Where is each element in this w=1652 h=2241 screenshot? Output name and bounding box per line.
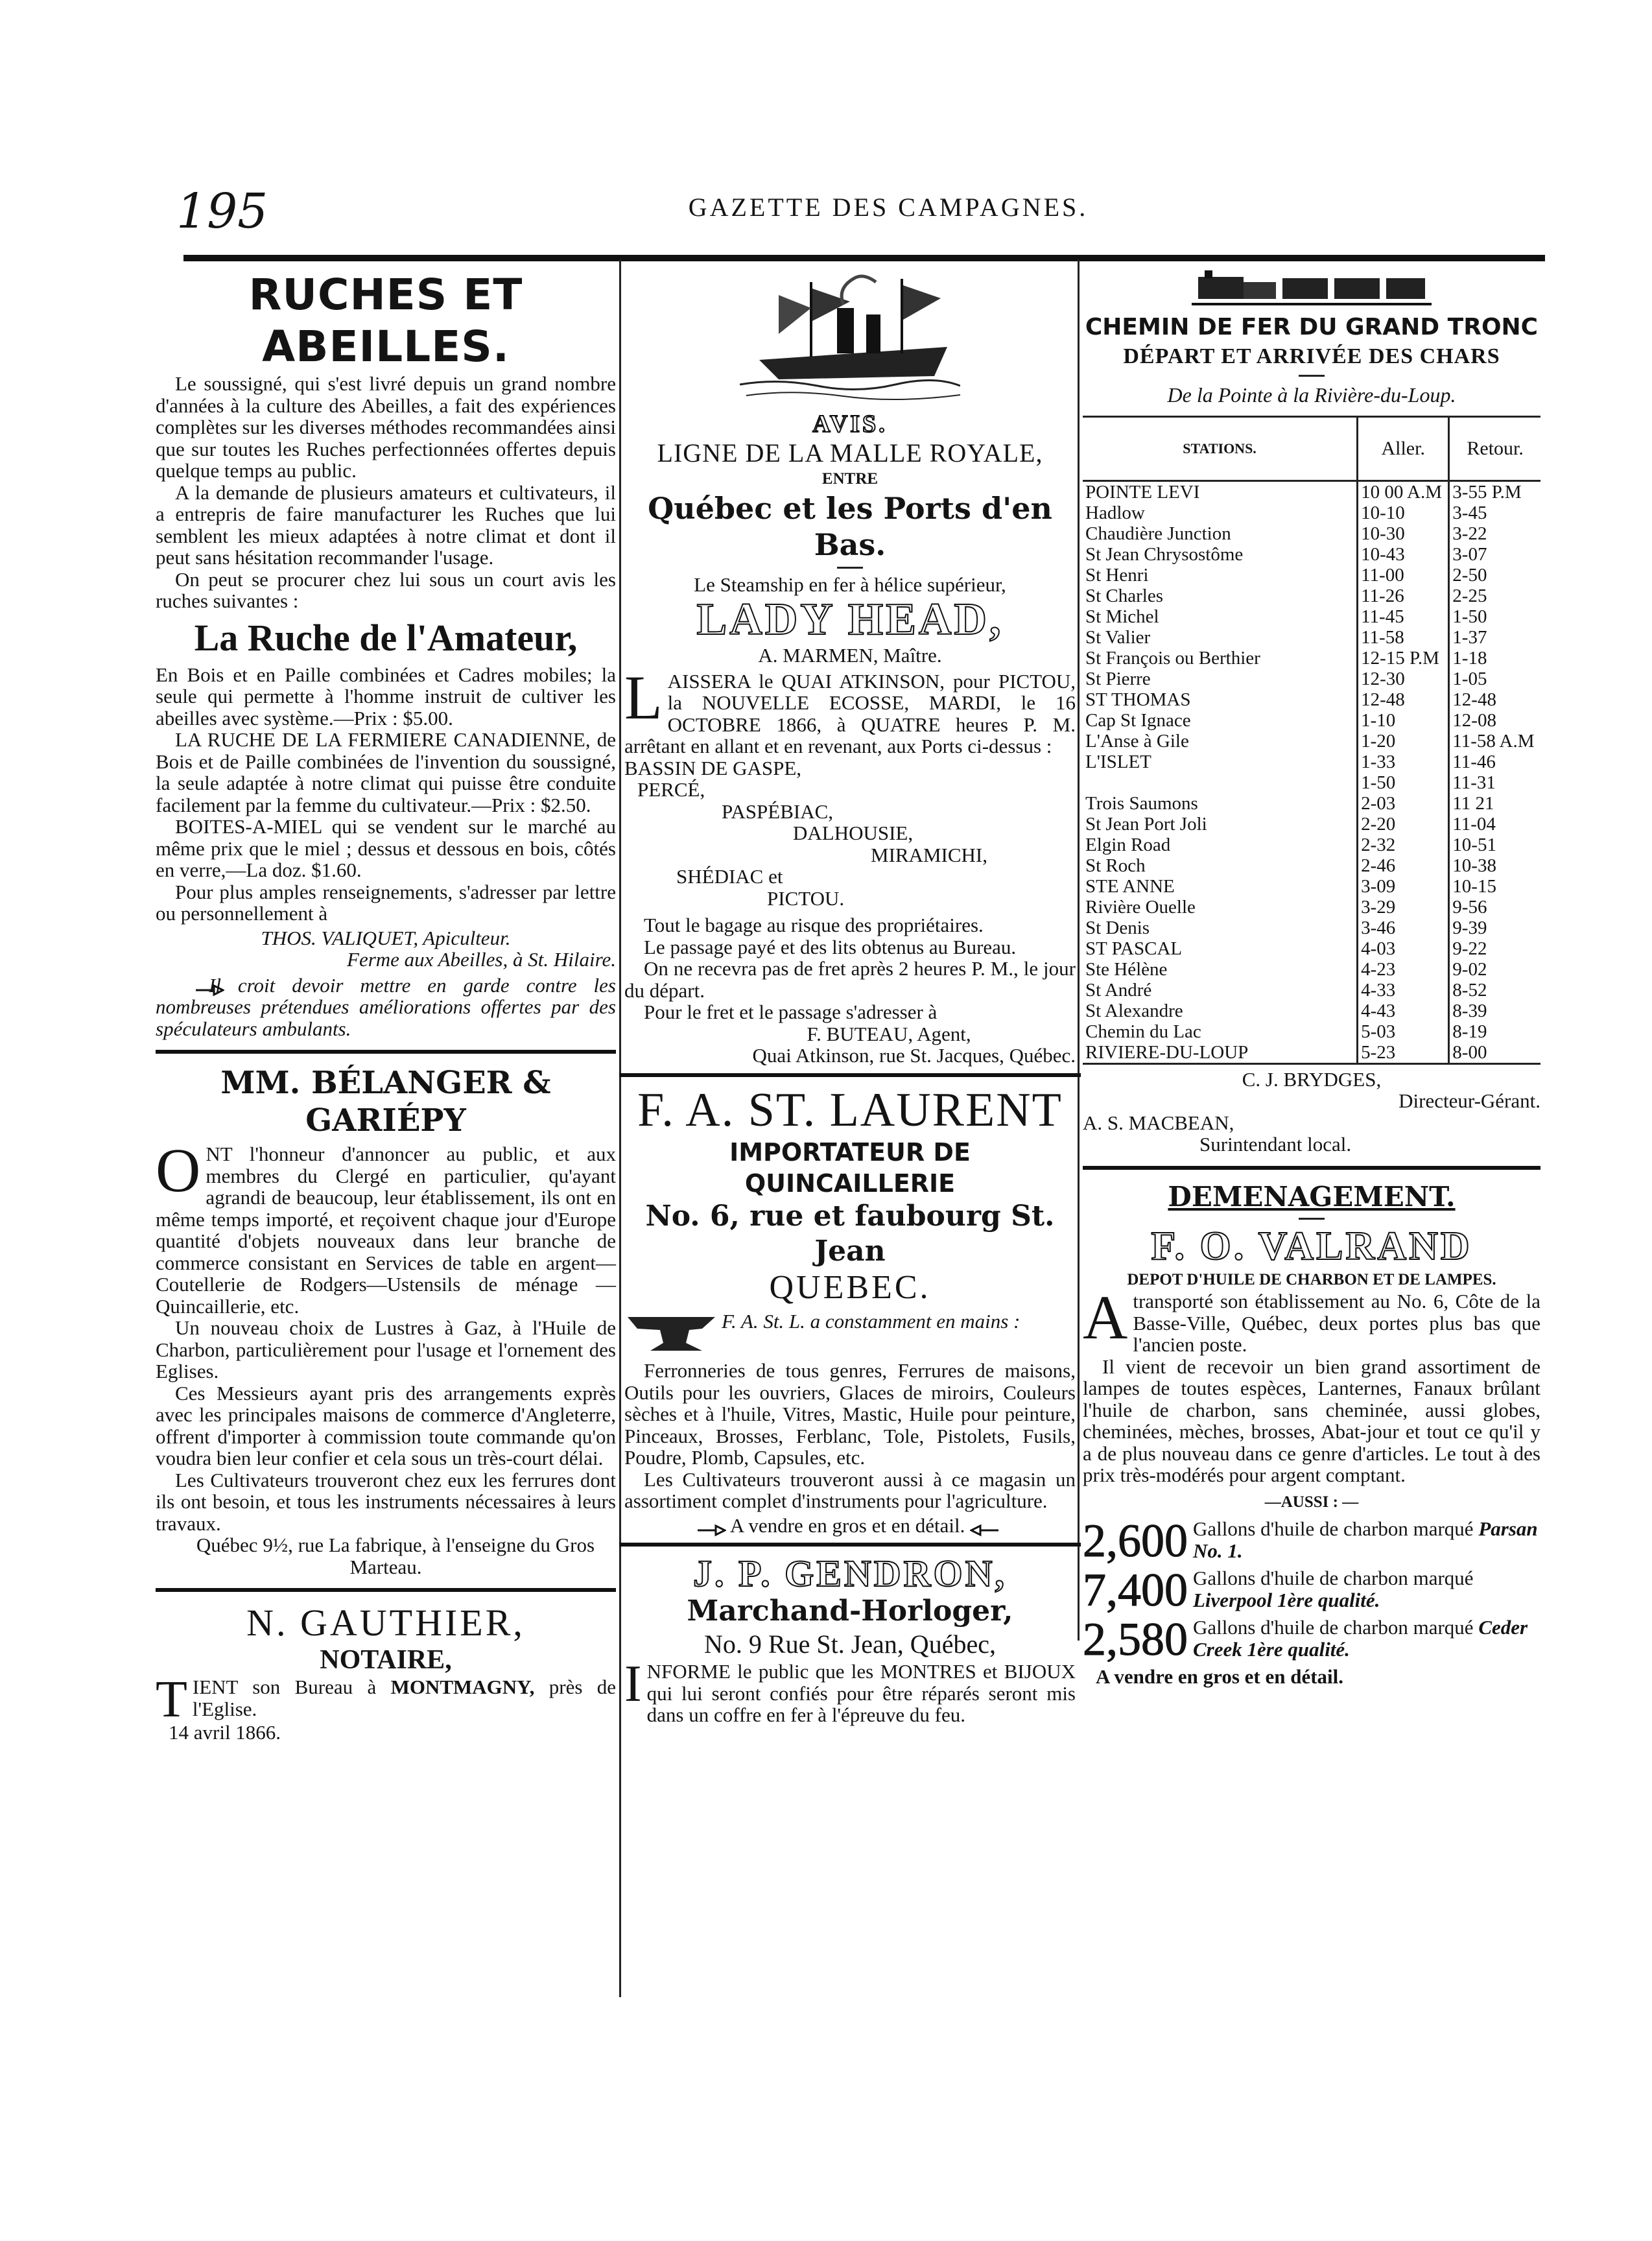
ad-signature: F. BUTEAU, Agent, xyxy=(807,1022,971,1045)
ad-paragraph: Le Steamship en fer à hélice supérieur, xyxy=(694,573,1006,596)
station-name: ST THOMAS xyxy=(1085,689,1191,710)
station-name: St Pierre xyxy=(1085,668,1151,689)
timetable-row xyxy=(1083,503,1540,523)
timetable-row xyxy=(1083,1001,1540,1021)
steamship-icon xyxy=(624,269,1076,410)
ad-signature: A. S. MACBEAN, xyxy=(1083,1111,1234,1134)
ad-title: N. GAUTHIER, xyxy=(246,1602,525,1644)
station-name: Trois Saumons xyxy=(1085,792,1198,814)
retour-time: 1-05 xyxy=(1449,669,1540,689)
divider xyxy=(619,1543,1081,1547)
aller-time: 1-10 xyxy=(1358,710,1449,731)
ad-address: No. 9 Rue St. Jean, Québec, xyxy=(704,1630,996,1659)
ad-paragraph: Pour le fret et le passage s'adresser à xyxy=(644,1001,938,1023)
station-name: L'ISLET xyxy=(1085,751,1151,772)
page-title: GAZETTE DES CAMPAGNES. xyxy=(688,193,1089,222)
aller-time: 11-58 xyxy=(1358,627,1449,648)
ad-signature: Ferme aux Abeilles, à St. Hilaire. xyxy=(347,948,616,971)
route: De la Pointe à la Rivière-du-Loup. xyxy=(1167,383,1456,407)
divider xyxy=(156,1050,616,1054)
quantity: 2,600 xyxy=(1083,1518,1188,1563)
ad-paragraph: transporté son établissement au No. 6, Côte de la Basse-Ville, Québec, deux portes plus bas que l'ancien poste. xyxy=(1133,1290,1540,1356)
ad-paragraph: Le passage payé et des lits obtenus au Bureau. xyxy=(644,935,1017,958)
ad-signature: Directeur-Gérant. xyxy=(1398,1089,1540,1112)
station-name: St Alexandre xyxy=(1085,1000,1183,1021)
aller-time: 12-48 xyxy=(1358,689,1449,710)
gendron-ad xyxy=(624,1553,1076,1726)
retour-time: 11-31 xyxy=(1449,772,1540,793)
ad-paragraph: LA RUCHE DE LA FERMIERE CANADIENNE, de Bois et de Paille combinées de l'invention du soussigné, la seule adaptée à notre climat qui puisse être conduite facilement par la femme du cultivateur.—Prix : $2.50. xyxy=(156,728,616,816)
ad-line: Québec et les Ports d'en Bas. xyxy=(648,490,1052,562)
ad-paragraph: Ferronneries de tous genres, Ferrures de maisons, Outils pour les ouvriers, Glaces de miroirs, Couleurs sèches et à l'huile, Vitres, Mastic, Huile pour peinture, Pinceaux, Brosses, Ferblanc, Tole, Pistolets, Fusils, Poudre, Plomb, Capsules, etc. xyxy=(624,1359,1076,1469)
page-number: 195 xyxy=(176,184,268,239)
col-aller: Aller. xyxy=(1358,416,1449,480)
ad-signature: THOS. VALIQUET, Apiculteur. xyxy=(261,926,511,949)
aller-time: 10-10 xyxy=(1358,503,1449,523)
timetable-row xyxy=(1083,938,1540,959)
timetable-row xyxy=(1083,689,1540,710)
retour-time: 2-25 xyxy=(1449,586,1540,606)
divider xyxy=(619,1073,1081,1077)
aller-time: 4-43 xyxy=(1358,1001,1449,1021)
retour-time: 3-55 P.M xyxy=(1449,480,1540,503)
ad-title: J. P. GENDRON, xyxy=(692,1552,1008,1595)
station-name: Cap St Ignace xyxy=(1085,709,1191,731)
aller-time: 10-30 xyxy=(1358,523,1449,544)
port: DALHOUSIE, xyxy=(793,822,914,844)
retour-time: 10-38 xyxy=(1449,855,1540,876)
timetable-row xyxy=(1083,648,1540,669)
timetable xyxy=(1083,416,1540,1063)
aller-time: 10-43 xyxy=(1358,544,1449,565)
timetable-row xyxy=(1083,480,1540,503)
retour-time: 11-58 A.M xyxy=(1449,731,1540,752)
col-retour: Retour. xyxy=(1449,416,1540,480)
pointing-hand-icon xyxy=(970,1520,1000,1534)
avis-ad xyxy=(624,269,1076,1067)
oil-text: Gallons d'huile de charbon marqué xyxy=(1193,1617,1479,1639)
oil-text: Gallons d'huile de charbon marqué xyxy=(1193,1518,1479,1540)
dash xyxy=(837,567,863,569)
retour-time: 9-22 xyxy=(1449,938,1540,959)
timetable-row xyxy=(1083,835,1540,855)
port: PASPÉBIAC, xyxy=(722,800,834,823)
train-icon xyxy=(1083,269,1540,313)
station-name: Hadlow xyxy=(1085,502,1145,523)
divider xyxy=(1083,1166,1540,1170)
retour-time: 10-15 xyxy=(1449,876,1540,897)
column-3 xyxy=(1083,269,1540,1688)
ad-paragraph: Il vient de recevoir un bien grand assortiment de lampes de toutes espèces, Lanternes, Fanaux brûlant l'huile de charbon, sans cheminée, aussi globes, cheminées, mèches, brosses, Abat-jour et tout ce qu'il y a de plus nouveau dans ce genre d'articles. Le tout à des prix très-modérés pour argent comptant. xyxy=(1083,1355,1540,1486)
aller-time: 2-32 xyxy=(1358,835,1449,855)
ad-paragraph: Tout le bagage au risque des propriétaires. xyxy=(644,914,984,936)
timetable-row xyxy=(1083,772,1540,793)
retour-time: 1-50 xyxy=(1449,606,1540,627)
station-name: Elgin Road xyxy=(1085,834,1171,855)
ad-paragraph: F. A. St. L. a constamment en mains : xyxy=(722,1309,1021,1333)
retour-time: 1-37 xyxy=(1449,627,1540,648)
port: SHÉDIAC et xyxy=(676,865,783,888)
drop-cap: L xyxy=(624,662,663,732)
ad-paragraph: Le soussigné, qui s'est livré depuis un grand nombre d'années à la culture des Abeilles, a fait des expériences complètes sur les diverses méthodes recommandées ainsi que sur toutes les Ruches perfectionnées offertes depuis quelque temps au public. xyxy=(156,372,616,482)
retour-time: 8-00 xyxy=(1449,1042,1540,1063)
ad-subtitle: DÉPART ET ARRIVÉE DES CHARS xyxy=(1123,344,1500,368)
retour-time: 3-07 xyxy=(1449,544,1540,565)
retour-time: 11 21 xyxy=(1449,793,1540,814)
ad-paragraph: NT l'honneur d'annoncer au public, et aux membres du Clergé en particulier, qu'ayant agrandi de beaucoup, leur établissement, ils ont en même temps importé, et reçoivent chaque jour d'Europe quantité d'objets nouveaux dans leur branche de commerce consistant en Services de table en argent—Coutellerie de Rodgers—Ustensils de ménage — Quincaillerie, etc. xyxy=(156,1143,616,1318)
col-stations: STATIONS. xyxy=(1083,416,1358,480)
aller-time: 12-15 P.M xyxy=(1358,648,1449,669)
timetable-row xyxy=(1083,669,1540,689)
station-name: Rivière Ouelle xyxy=(1085,896,1196,918)
aller-time: 3-46 xyxy=(1358,918,1449,938)
dash xyxy=(1299,375,1325,377)
drop-cap: O xyxy=(156,1135,201,1205)
ad-paragraph: Les Cultivateurs trouveront aussi à ce magasin un assortiment complet d'instruments pour l'agriculture. xyxy=(624,1467,1076,1512)
timetable-row xyxy=(1083,586,1540,606)
aller-time: 12-30 xyxy=(1358,669,1449,689)
quantity: 7,400 xyxy=(1083,1567,1188,1613)
laurent-ad xyxy=(624,1084,1076,1537)
ad-paragraph: AISSERA le QUAI ATKINSON, pour PICTOU, la NOUVELLE ECOSSE, MARDI, le 16 OCTOBRE 1866, à QUATRE heures P. M. arrêtant en allant et en revenant, aux Ports ci-dessus : xyxy=(624,669,1076,757)
ad-line: A. MARMEN, Maître. xyxy=(758,644,942,667)
ruches-ad xyxy=(156,269,616,1039)
station-name: POINTE LEVI xyxy=(1085,481,1200,503)
retour-time: 1-18 xyxy=(1449,648,1540,669)
port: BASSIN DE GASPE, xyxy=(624,756,802,779)
aller-time: 1-50 xyxy=(1358,772,1449,793)
retour-time: 3-22 xyxy=(1449,523,1540,544)
timetable-row xyxy=(1083,752,1540,772)
ad-line: LIGNE DE LA MALLE ROYALE, xyxy=(657,438,1043,468)
ad-signature: Québec 9½, rue La fabrique, à l'enseigne du Gros Marteau. xyxy=(196,1534,595,1578)
retour-time: 3-45 xyxy=(1449,503,1540,523)
ad-line: A vendre en gros et en détail. xyxy=(729,1513,965,1537)
ad-title: CHEMIN DE FER DU GRAND TRONC xyxy=(1085,313,1539,340)
retour-time: 8-39 xyxy=(1449,1001,1540,1021)
aller-time: 4-33 xyxy=(1358,980,1449,1001)
ad-title: MM. BÉLANGER & GARIÉPY xyxy=(220,1065,551,1139)
retour-time: 12-08 xyxy=(1449,710,1540,731)
ad-address: No. 6, rue et faubourg St. Jean xyxy=(645,1199,1055,1268)
ad-warning: Il croit devoir mettre en garde contre les nombreuses prétendues améliorations offertes par des spéculateurs ambulants. xyxy=(156,973,616,1040)
belanger-ad xyxy=(156,1064,616,1578)
anvil-icon xyxy=(624,1310,722,1360)
timetable-row xyxy=(1083,793,1540,814)
ad-subtitle: IMPORTATEUR DE QUINCAILLERIE xyxy=(729,1137,971,1198)
pointing-hand-icon xyxy=(696,1520,726,1534)
ad-title: DEMENAGEMENT. xyxy=(1168,1180,1456,1213)
timetable-row xyxy=(1083,1021,1540,1042)
ad-paragraph: A la demande de plusieurs amateurs et cultivateurs, il a entrepris de faire manufacturer les Ruches que lui semblent les mieux adaptées à notre climat et dont il peut sans hésitation recommander l'usage. xyxy=(156,480,616,569)
retour-time: 11-04 xyxy=(1449,814,1540,835)
ad-city: QUEBEC. xyxy=(769,1268,931,1306)
ad-signature: Surintendant local. xyxy=(1199,1133,1352,1156)
retour-time: 12-48 xyxy=(1449,689,1540,710)
station-name: Chaudière Junction xyxy=(1085,523,1231,544)
station-name: St Henri xyxy=(1085,564,1149,586)
timetable-row xyxy=(1083,710,1540,731)
aller-time: 3-09 xyxy=(1358,876,1449,897)
aller-time: 5-23 xyxy=(1358,1042,1449,1063)
column-divider xyxy=(1078,259,1080,1641)
retour-time: 9-02 xyxy=(1449,959,1540,980)
ad-text: près de l'Eglise. xyxy=(192,1676,616,1720)
ad-paragraph: On peut se procurer chez lui sous un court avis les ruches suivantes : xyxy=(156,567,616,612)
column-2 xyxy=(624,269,1076,1726)
gauthier-ad xyxy=(156,1602,616,1744)
station-name: STE ANNE xyxy=(1085,875,1175,897)
aller-time: 2-03 xyxy=(1358,793,1449,814)
timetable-row xyxy=(1083,523,1540,544)
station-name: St Denis xyxy=(1085,917,1150,938)
aller-time: 2-20 xyxy=(1358,814,1449,835)
header-rule xyxy=(183,255,1545,261)
timetable-row xyxy=(1083,814,1540,835)
timetable-row xyxy=(1083,876,1540,897)
ship-name: LADY HEAD, xyxy=(696,595,1004,645)
ad-subhead: La Ruche de l'Amateur, xyxy=(194,616,578,659)
drop-cap: T xyxy=(156,1671,187,1728)
oil-line xyxy=(1083,1617,1540,1662)
station-name: Chemin du Lac xyxy=(1085,1021,1201,1042)
ad-title: AVIS. xyxy=(812,410,888,438)
drop-cap: I xyxy=(624,1655,642,1713)
ad-paragraph: NFORME le public que les MONTRES et BIJOUX qui lui seront confiés pour être réparés seront mis dans un coffre en fer à l'épreuve du feu. xyxy=(646,1660,1076,1726)
oil-brand: Ceder Creek 1ère qualité. xyxy=(1193,1617,1528,1661)
timetable-row xyxy=(1083,980,1540,1001)
aller-time: 1-20 xyxy=(1358,731,1449,752)
station-name: L'Anse à Gile xyxy=(1085,730,1189,752)
oil-line xyxy=(1083,1518,1540,1563)
port: PERCÉ, xyxy=(637,778,705,801)
ad-name: F. O. VALRAND xyxy=(1151,1224,1472,1268)
aller-time: 2-46 xyxy=(1358,855,1449,876)
railway-ad xyxy=(1083,269,1540,1156)
ad-subtitle: Marchand-Horloger, xyxy=(687,1595,1013,1628)
aller-time: 4-23 xyxy=(1358,959,1449,980)
ad-subtitle: NOTAIRE, xyxy=(320,1645,452,1675)
station-name: St Jean Chrysostôme xyxy=(1085,543,1244,565)
aller-time: 3-29 xyxy=(1358,897,1449,918)
timetable-row xyxy=(1083,959,1540,980)
timetable-row xyxy=(1083,565,1540,586)
ad-paragraph: On ne recevra pas de fret après 2 heures P. M., le jour du départ. xyxy=(624,957,1076,1002)
timetable-row xyxy=(1083,544,1540,565)
ad-title: RUCHES ET ABEILLES. xyxy=(248,270,523,372)
divider xyxy=(156,1588,616,1592)
oil-text: Gallons d'huile de charbon marqué xyxy=(1193,1567,1474,1589)
ad-paragraph: Ces Messieurs ayant pris des arrangements exprès avec les principales maisons de commerce d'Angleterre, offrent d'importer à commission toute commande qu'on voudra bien leur confier et cela sous un très-court délai. xyxy=(156,1381,616,1469)
oil-brand: Liverpool 1ère qualité. xyxy=(1193,1588,1380,1611)
station-name: St Roch xyxy=(1085,855,1146,876)
aller-time: 4-03 xyxy=(1358,938,1449,959)
aller-time: 5-03 xyxy=(1358,1021,1449,1042)
drop-cap: A xyxy=(1083,1283,1128,1352)
pointing-hand-icon xyxy=(175,980,205,994)
timetable-row xyxy=(1083,1042,1540,1063)
port: MIRAMICHI, xyxy=(871,843,987,866)
ad-line: ENTRE xyxy=(821,469,879,488)
ad-date: 14 avril 1866. xyxy=(169,1721,281,1744)
ad-signature: Quai Atkinson, rue St. Jacques, Québec. xyxy=(752,1044,1076,1067)
timetable-row xyxy=(1083,897,1540,918)
station-name: St Jean Port Joli xyxy=(1085,813,1207,835)
station-name: St François ou Berthier xyxy=(1085,647,1260,669)
ad-line: A vendre en gros et en détail. xyxy=(1096,1665,1344,1688)
station-name: St Charles xyxy=(1085,585,1164,606)
retour-time: 2-50 xyxy=(1449,565,1540,586)
retour-time: 9-39 xyxy=(1449,918,1540,938)
timetable-row xyxy=(1083,606,1540,627)
station-name: ST PASCAL xyxy=(1085,938,1183,959)
ad-line: —AUSSI : — xyxy=(1264,1493,1359,1511)
retour-time: 11-46 xyxy=(1449,752,1540,772)
station-name: St Valier xyxy=(1085,626,1151,648)
ad-signature: C. J. BRYDGES, xyxy=(1242,1067,1382,1091)
station-name: St Michel xyxy=(1085,606,1159,627)
aller-time: 11-26 xyxy=(1358,586,1449,606)
timetable-row xyxy=(1083,855,1540,876)
oil-brand: Parsan No. 1. xyxy=(1193,1518,1538,1562)
retour-time: 10-51 xyxy=(1449,835,1540,855)
quantity: 2,580 xyxy=(1083,1617,1188,1662)
station-name xyxy=(1083,772,1358,793)
dash xyxy=(1299,1218,1325,1220)
ad-paragraph: BOITES-A-MIEL qui se vendent sur le marché au même prix que le miel ; dessus et dessous en bois, côtés en verre,—La doz. $1.60. xyxy=(156,815,616,881)
aller-time: 11-45 xyxy=(1358,606,1449,627)
station-name: RIVIERE-DU-LOUP xyxy=(1085,1041,1249,1063)
valrand-ad xyxy=(1083,1180,1540,1688)
retour-time: 8-52 xyxy=(1449,980,1540,1001)
port: PICTOU. xyxy=(767,886,845,910)
ad-paragraph: Les Cultivateurs trouveront chez eux les ferrures dont ils ont besoin, et tous les instruments nécessaires à leurs travaux. xyxy=(156,1468,616,1535)
aller-time: 1-33 xyxy=(1358,752,1449,772)
column-1 xyxy=(156,269,616,1744)
ad-subtitle: DEPOT D'HUILE DE CHARBON ET DE LAMPES. xyxy=(1127,1270,1496,1288)
aller-time: 11-00 xyxy=(1358,565,1449,586)
ad-paragraph: Pour plus amples renseignements, s'adresser par lettre ou personnellement à xyxy=(156,880,616,925)
retour-time: 9-56 xyxy=(1449,897,1540,918)
ad-paragraph: Un nouveau choix de Lustres à Gaz, à l'Huile de Charbon, particulièrement pour l'usage et l'ornement des Eglises. xyxy=(156,1316,616,1382)
ad-text: IENT son Bureau à xyxy=(192,1676,391,1698)
station-name: St André xyxy=(1085,979,1152,1001)
ad-text-bold: MONTMAGNY, xyxy=(390,1676,535,1698)
oil-line xyxy=(1083,1567,1540,1613)
ad-paragraph: En Bois et en Paille combinées et Cadres mobiles; la seule qui permette à l'homme instruit de cultiver les abeilles avec système.—Prix : $5.00. xyxy=(156,663,616,729)
timetable-row xyxy=(1083,918,1540,938)
retour-time: 8-19 xyxy=(1449,1021,1540,1042)
ad-title: F. A. ST. LAURENT xyxy=(637,1083,1063,1137)
timetable-row xyxy=(1083,731,1540,752)
station-name: Ste Hélène xyxy=(1085,958,1168,980)
column-divider xyxy=(619,259,621,1997)
aller-time: 10 00 A.M xyxy=(1358,480,1449,503)
timetable-row xyxy=(1083,627,1540,648)
